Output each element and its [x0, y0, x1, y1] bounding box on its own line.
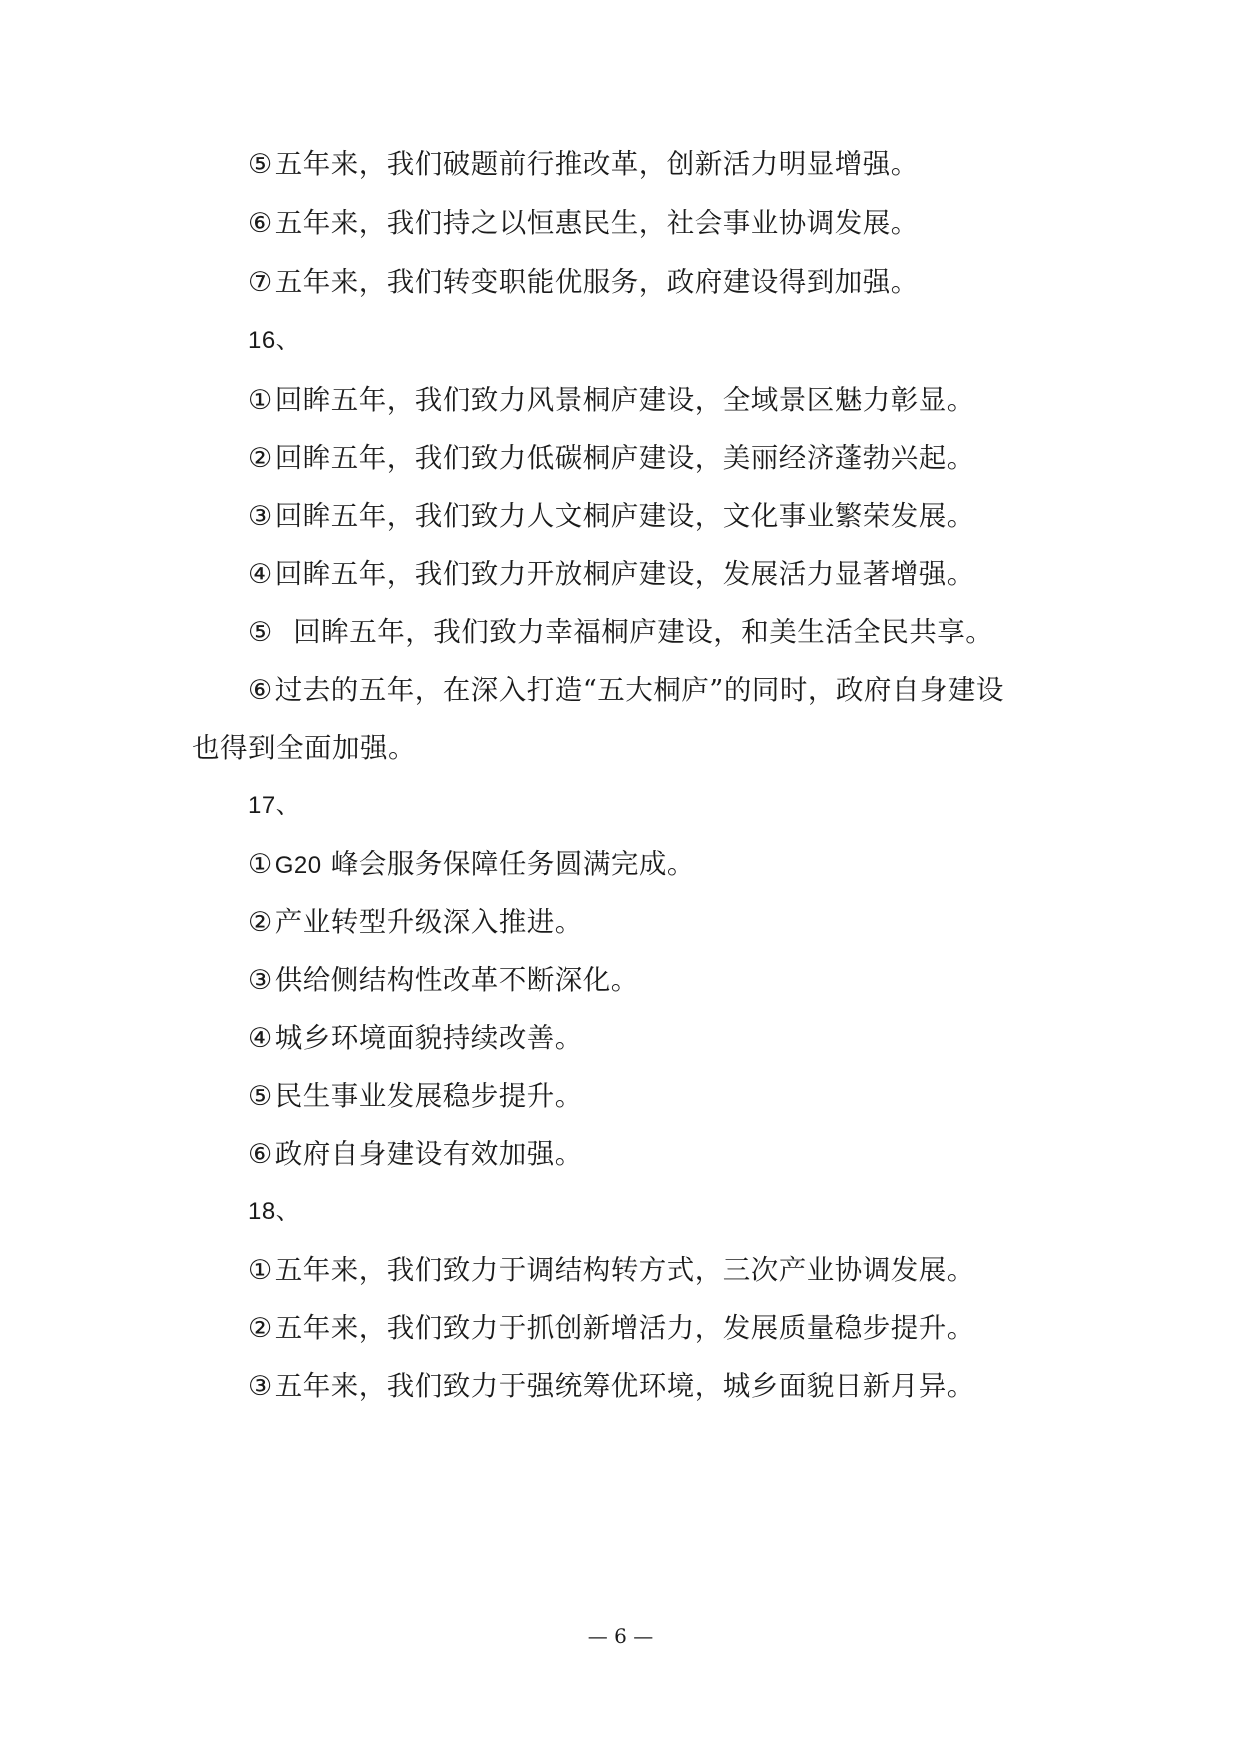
circled-number-marker: ①	[248, 385, 273, 416]
list-item	[248, 1310, 975, 1347]
list-item	[248, 962, 639, 999]
list-item-text: 政府自身建设有效加强。	[274, 1138, 583, 1170]
list-item	[248, 146, 919, 183]
list-item-text: 回眸五年，我们致力低碳桐庐建设，美丽经济蓬勃兴起。	[274, 442, 975, 474]
circled-number-marker: ④	[248, 559, 273, 590]
circled-number-marker: ⑦	[248, 267, 273, 298]
list-item	[248, 1252, 975, 1289]
list-item	[248, 672, 1004, 709]
list-item-text: 五年来，我们致力于抓创新增活力，发展质量稳步提升。	[274, 1312, 975, 1344]
circled-number-marker: ②	[248, 1313, 273, 1344]
list-item-text: 供给侧结构性改革不断深化。	[274, 964, 639, 996]
section-heading: 16、	[248, 327, 301, 354]
list-item	[248, 904, 583, 941]
section-heading: 18、	[248, 1198, 301, 1225]
list-item	[248, 264, 919, 301]
list-item-text: 五年来，我们破题前行推改革，创新活力明显增强。	[274, 148, 919, 180]
list-item-text: 峰会服务保障任务圆满完成。	[321, 848, 695, 880]
circled-number-marker: ③	[248, 965, 273, 996]
circled-number-marker: ①	[248, 1255, 273, 1286]
list-item-text: 产业转型升级深入推进。	[274, 906, 583, 938]
circled-number-marker: ⑤	[248, 617, 273, 648]
circled-number-marker: ⑥	[248, 1139, 273, 1170]
list-item-text: 过去的五年，在深入打造“五大桐庐”的同时，政府自身建设	[274, 674, 1004, 706]
page-number: — 6 —	[587, 1624, 654, 1648]
list-item-text: 民生事业发展稳步提升。	[274, 1080, 583, 1112]
circled-number-marker: ④	[248, 1023, 273, 1054]
list-item	[248, 205, 919, 242]
list-item-text: 回眸五年，我们致力开放桐庐建设，发展活力显著增强。	[274, 558, 975, 590]
list-item	[248, 846, 695, 884]
list-item	[248, 614, 993, 651]
list-item	[248, 1078, 583, 1115]
list-item	[248, 1136, 583, 1173]
list-item	[248, 556, 975, 593]
circled-number-marker: ⑤	[248, 149, 273, 180]
list-item	[248, 382, 975, 419]
circled-number-marker: ⑥	[248, 675, 273, 706]
circled-number-marker: ③	[248, 1371, 273, 1402]
list-item-text: 回眸五年，我们致力风景桐庐建设，全域景区魅力彰显。	[274, 384, 975, 416]
list-item-text: 回眸五年，我们致力幸福桐庐建设，和美生活全民共享。	[274, 616, 994, 648]
list-item-text: 五年来，我们持之以恒惠民生，社会事业协调发展。	[274, 207, 919, 239]
list-item-text: 五年来，我们致力于强统筹优环境，城乡面貌日新月异。	[274, 1370, 975, 1402]
list-item	[248, 498, 975, 535]
section-heading: 17、	[248, 792, 301, 819]
circled-number-marker: ②	[248, 907, 273, 938]
circled-number-marker: ①	[248, 849, 273, 880]
circled-number-marker: ②	[248, 443, 273, 474]
list-item-text: 回眸五年，我们致力人文桐庐建设，文化事业繁荣发展。	[274, 500, 975, 532]
list-item	[248, 440, 975, 477]
list-item-text: 城乡环境面貌持续改善。	[274, 1022, 583, 1054]
circled-number-marker: ⑤	[248, 1081, 273, 1112]
list-item	[248, 1020, 583, 1057]
list-item-text: 五年来，我们致力于调结构转方式，三次产业协调发展。	[274, 1254, 975, 1286]
list-item	[248, 1368, 975, 1405]
paragraph-continuation: 也得到全面加强。	[192, 732, 416, 764]
circled-number-marker: ③	[248, 501, 273, 532]
list-item-latin: G20	[274, 852, 322, 879]
circled-number-marker: ⑥	[248, 208, 273, 239]
list-item-text: 五年来，我们转变职能优服务，政府建设得到加强。	[274, 266, 919, 298]
